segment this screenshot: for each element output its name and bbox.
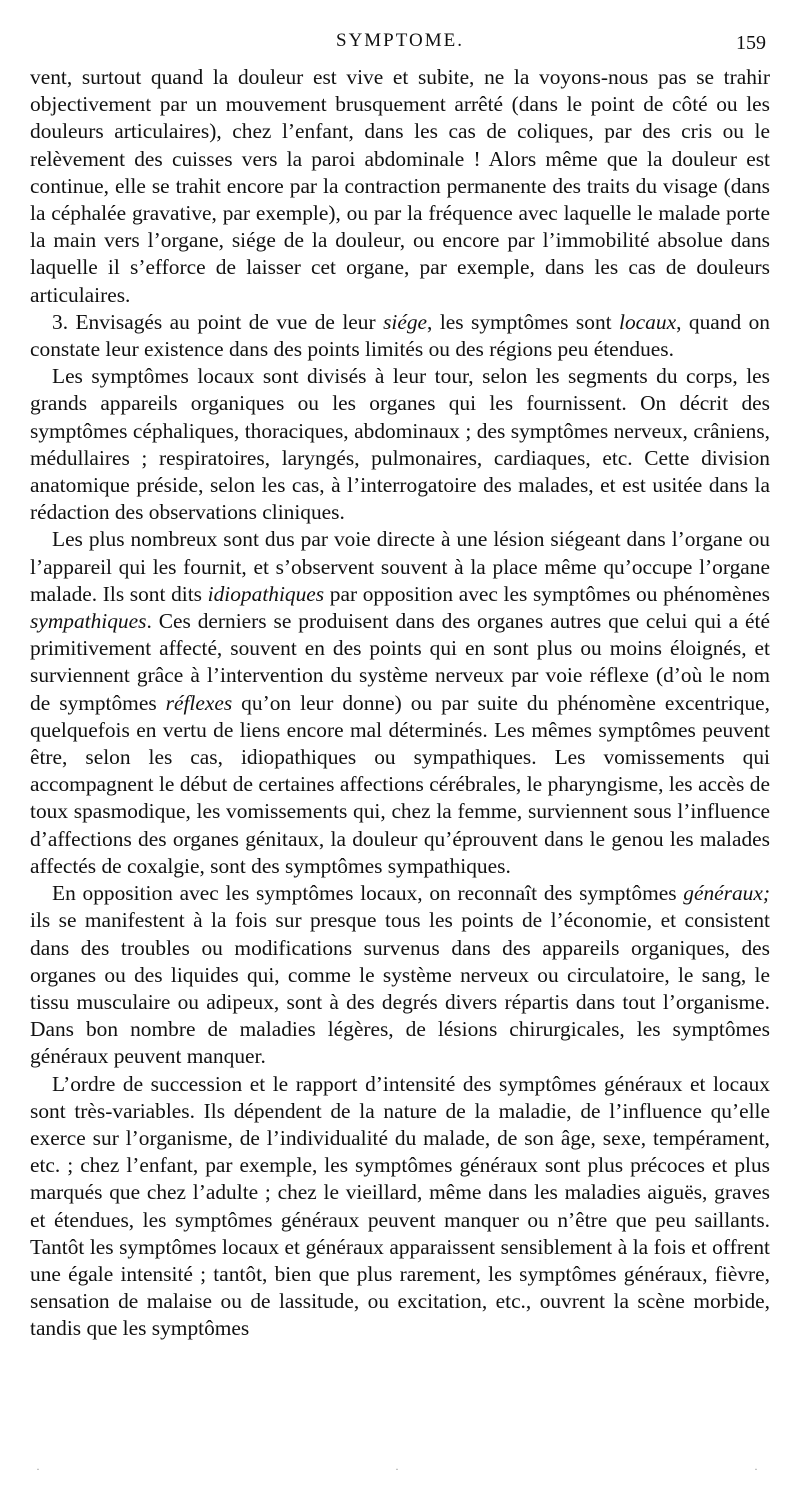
page-header	[30, 28, 770, 58]
text-span: , les symptômes sont	[427, 309, 620, 334]
text-span: 3. Envisagés au point de vue de leur	[52, 309, 384, 334]
speck: ·	[36, 1462, 46, 1476]
text-span: qu’on leur donne) ou par suite du phénomène excentrique, quelquefois en vertu de liens encore mal déterminés. Les mêmes symptômes peuvent être, selon les cas, idiopathiques ou sympathiques. Les vomissements qui accompagnent le début de certaines affections cérébrales, le pharyngisme, les accès de toux spasmodique, les vomissements qui, chez la femme, surviennent sous l’influence d’affections des organes génitaux, la douleur qu’éprouvent dans le genou les malades affectés de coxalgie, sont des symptômes sympathiques.	[30, 690, 770, 878]
print-specks	[36, 1462, 764, 1477]
paragraph-general-symptoms	[30, 880, 770, 1070]
paragraph-idiopathic-sympathetic	[30, 526, 770, 880]
text-span: . Ces derniers se produisent dans des organes autres que celui qui a été primitivement affecté, souvent en des points qui en sont plus ou moins éloignés, et surviennent grâce à l’intervention du système nerveux par voie réflexe (d’où le nom de symptômes	[30, 609, 770, 715]
running-title: SYMPTOME.	[336, 30, 464, 51]
italic-term: siége	[383, 309, 428, 334]
italic-term: réflexes	[165, 690, 233, 715]
text-span: Les plus nombreux sont dus par voie directe à une lésion siégeant dans l’organe ou l’appareil qui les fournit, et s’observent souvent à la place même qu’occupe l’organe malade. Ils sont dits	[30, 527, 770, 606]
italic-term: sympathiques	[30, 609, 147, 634]
italic-term: locaux	[619, 309, 677, 334]
paragraph-continuation: vent, surtout quand la douleur est vive et subite, ne la voyons-nous pas se trahir objectivement par un mouvement brusquement arrêté (dans le point de côté ou les douleurs articulaires), chez l’enfant, dans les cas de coliques, par des cris ou le relèvement des cuisses vers la paroi abdominale ! Alors même que la douleur est continue, elle se trahit encore par la contraction permanente des traits du visage (dans la céphalée gravative, par exemple), ou par la fréquence avec laquelle le malade porte la main vers l’organe, siége de la douleur, ou encore par l’immobilité absolue dans laquelle il s’efforce de laisser cet organe, par exemple, dans les cas de douleurs articulaires.	[30, 65, 770, 307]
paragraph-local-symptoms: Les symptômes locaux sont divisés à leur tour, selon les segments du corps, les grands appareils organiques ou les organes qui les fournissent. On décrit des symptômes céphaliques, thoraciques, abdominaux ; des symptômes nerveux, crâniens, médullaires ; respiratoires, laryngés, pulmonaires, cardiaques, etc. Cette division anatomique préside, selon les cas, à l’interrogatoire des malades, et est usitée dans la rédaction des observations cliniques.	[30, 364, 770, 525]
page-number: 159	[736, 32, 766, 54]
paragraph-siege	[30, 309, 770, 363]
speck: ·	[754, 1462, 764, 1476]
paragraph-succession-intensity: L’ordre de succession et le rapport d’intensité des symptômes généraux et locaux sont très-variables. Ils dépendent de la nature de la maladie, de l’influence qu’elle exerce sur l’organisme, de l’individualité du malade, de son âge, sexe, tempérament, etc. ; chez l’enfant, par exemple, les symptômes généraux sont plus précoces et plus marqués que chez l’adulte ; chez le vieillard, même dans les maladies aiguës, graves et étendues, les symptômes généraux peuvent manquer ou n’être que peu saillants. Tantôt les symptômes locaux et généraux apparaissent sensiblement à la fois et offrent une égale intensité ; tantôt, bien que plus rarement, les symptômes généraux, fièvre, sensation de malaise ou de lassitude, ou excitation, etc., ouvrent la scène morbide, tandis que les symptômes	[30, 1071, 770, 1341]
italic-term: généraux;	[683, 881, 770, 906]
text-span: par opposition avec les symptômes ou phénomènes	[324, 581, 770, 606]
italic-term: idiopathiques	[207, 581, 325, 606]
text-span: ils se manifestent à la fois sur presque tous les points de l’économie, et consistent dans des troubles ou modifications survenus dans des appareils organiques, des organes ou des liquides qui, comme le système nerveux ou circulatoire, le sang, le tissu musculaire ou adipeux, sont à des degrés divers répartis dans tout l’organisme. Dans bon nombre de maladies légères, de lésions chirurgicales, les symptômes généraux peuvent manquer.	[30, 908, 770, 1069]
page-body	[30, 64, 770, 1343]
text-span: En opposition avec les symptômes locaux, on reconnaît des symptômes	[52, 881, 684, 906]
speck: ·	[395, 1462, 405, 1476]
text-span: , quand on constate leur existence dans des points limités ou des régions peu étendues.	[30, 309, 770, 362]
page	[30, 28, 770, 1343]
